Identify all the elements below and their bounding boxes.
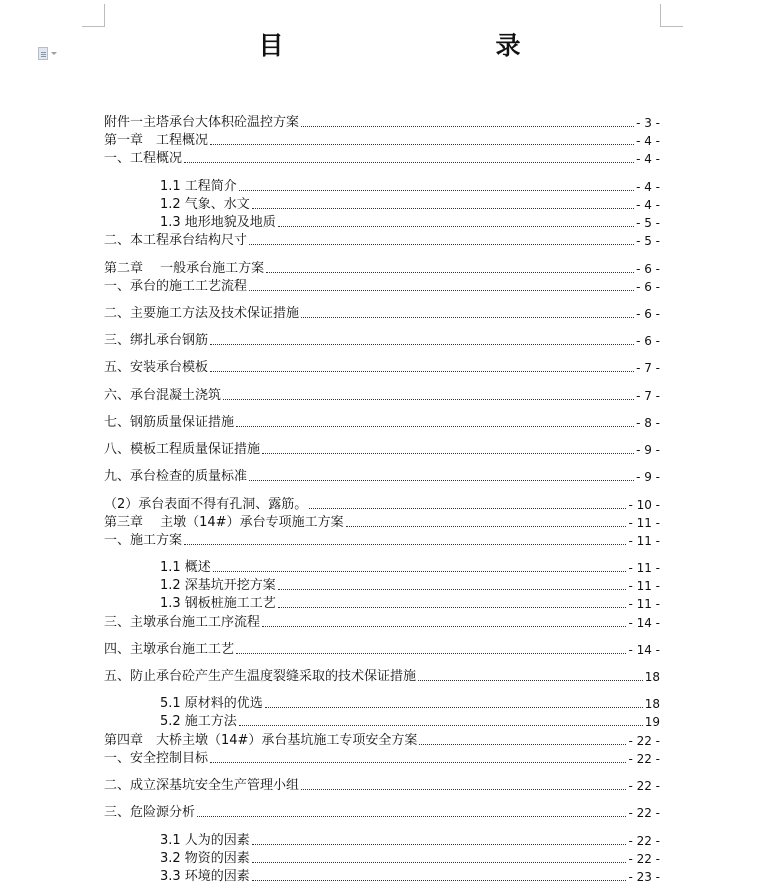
toc-page-number: - 7 - xyxy=(636,361,660,375)
toc-entry-text: 七、钢筋质量保证措施 xyxy=(104,415,235,430)
dot-leader xyxy=(252,207,634,209)
toc-entry-text: 第三章 主墩（14#）承台专项施工方案 xyxy=(104,515,344,530)
dot-leader xyxy=(213,570,627,572)
toc-page-number: - 9 - xyxy=(636,443,660,457)
toc-page-number: 18 xyxy=(644,670,660,684)
toc-entry[interactable] xyxy=(160,851,660,867)
toc-entry-text: 三、危险源分析 xyxy=(104,805,196,820)
dot-leader xyxy=(266,271,634,273)
toc-entry[interactable] xyxy=(104,279,660,295)
toc-page-number: - 7 - xyxy=(636,389,660,403)
toc-page-number: - 11 - xyxy=(628,579,660,593)
toc-page-number: - 22 - xyxy=(628,834,660,848)
dot-leader xyxy=(210,143,634,145)
toc-entry-text: 二、主要施工方法及技术保证措施 xyxy=(104,306,300,321)
toc-entry-text: 1.3 钢板桩施工工艺 xyxy=(160,596,276,611)
toc-entry[interactable] xyxy=(104,115,660,131)
toc-page-number: - 10 - xyxy=(628,498,660,512)
toc-entry-text: 1.2 气象、水文 xyxy=(160,197,250,212)
crop-mark-top-left xyxy=(82,4,105,27)
toc-entry-text: 一、安全控制目标 xyxy=(104,751,209,766)
toc-entry-text: 1.1 概述 xyxy=(160,560,211,575)
toc-page-number: - 11 - xyxy=(628,534,660,548)
toc-entry-text: 1.1 工程简介 xyxy=(160,179,237,194)
toc-entry-text: 六、承台混凝土浇筑 xyxy=(104,388,222,403)
toc-entry[interactable] xyxy=(104,415,660,431)
dot-leader xyxy=(249,289,634,291)
dot-leader xyxy=(197,815,626,817)
dot-leader xyxy=(252,843,627,845)
toc-page-number: 18 xyxy=(644,697,660,711)
dot-leader xyxy=(223,398,634,400)
dot-leader xyxy=(278,588,627,590)
toc-page-number: - 4 - xyxy=(636,152,660,166)
toc-entry-text: 3.2 物资的因素 xyxy=(160,851,250,866)
toc-page-number: - 5 - xyxy=(636,234,660,248)
toc-entry[interactable] xyxy=(160,560,660,576)
toc-page-number: - 6 - xyxy=(636,280,660,294)
toc-entry[interactable] xyxy=(104,306,660,322)
toc-entry-text: 五、防止承台砼产生产生温度裂缝采取的技术保证措施 xyxy=(104,669,417,684)
toc-page-number: - 22 - xyxy=(628,779,660,793)
toc-entry-text: 附件一主塔承台大体积砼温控方案 xyxy=(104,115,300,130)
dot-leader xyxy=(210,370,634,372)
dot-leader xyxy=(301,125,634,127)
dot-leader xyxy=(210,343,634,345)
toc-page-number: - 14 - xyxy=(628,643,660,657)
toc-entry[interactable] xyxy=(160,696,660,712)
toc-entry[interactable] xyxy=(104,333,660,349)
dot-leader xyxy=(418,679,643,681)
toc-page-number: - 9 - xyxy=(636,470,660,484)
toc-entry-text: 1.3 地形地貌及地质 xyxy=(160,215,276,230)
dot-leader xyxy=(278,225,634,227)
dot-leader xyxy=(419,743,626,745)
toc-entry[interactable] xyxy=(104,751,660,767)
toc-entry[interactable] xyxy=(104,469,660,485)
toc-entry-text: 5.2 施工方法 xyxy=(160,714,237,729)
dot-leader xyxy=(184,543,626,545)
dot-leader xyxy=(262,452,634,454)
toc-entry[interactable] xyxy=(104,133,660,149)
toc-entry-text: 3.3 环境的因素 xyxy=(160,869,250,884)
toc-entry[interactable] xyxy=(104,261,660,277)
toc-page-number: - 6 - xyxy=(636,307,660,321)
toc-entry-text: 三、主墩承台施工工序流程 xyxy=(104,615,261,630)
toc-page-number: - 22 - xyxy=(628,752,660,766)
toc-page-number: 19 xyxy=(644,715,660,729)
toc-entry[interactable] xyxy=(104,360,660,376)
toc-entry[interactable] xyxy=(104,533,660,549)
toc-entry-text: 二、本工程承台结构尺寸 xyxy=(104,233,248,248)
toc-entry[interactable] xyxy=(160,833,660,849)
dot-leader xyxy=(239,724,643,726)
toc-entry[interactable] xyxy=(104,388,660,404)
toc-entry-text: 九、承台检查的质量标准 xyxy=(104,469,248,484)
dot-leader xyxy=(301,788,626,790)
dot-leader xyxy=(236,425,634,427)
toc-entry-text: 1.2 深基坑开挖方案 xyxy=(160,578,276,593)
dot-leader xyxy=(210,761,626,763)
toc-entry[interactable] xyxy=(160,197,660,213)
toc-title: 目 录 xyxy=(258,31,575,60)
crop-mark-top-right xyxy=(660,4,683,27)
toc-entry-text: 5.1 原材料的优选 xyxy=(160,696,263,711)
toc-entry-text: 3.1 人为的因素 xyxy=(160,833,250,848)
toc-page-number: - 23 - xyxy=(628,870,660,884)
toc-page-number: - 8 - xyxy=(636,416,660,430)
dot-leader xyxy=(252,879,627,881)
toc-entry[interactable] xyxy=(104,669,660,685)
toc-entry[interactable] xyxy=(160,215,660,231)
toc-page-number: - 4 - xyxy=(636,134,660,148)
toc-entry-text: 第二章 一般承台施工方案 xyxy=(104,261,265,276)
toc-entry[interactable] xyxy=(104,442,660,458)
toc-page-number: - 11 - xyxy=(628,561,660,575)
toc-page-number: - 14 - xyxy=(628,616,660,630)
toc-page-number: - 4 - xyxy=(636,198,660,212)
toc-entry[interactable] xyxy=(104,497,660,513)
toc-entry-text: 一、承台的施工工艺流程 xyxy=(104,279,248,294)
toc-page-number: - 22 - xyxy=(628,852,660,866)
toc-entry[interactable] xyxy=(104,778,660,794)
toc-entry-text: 四、主墩承台施工工艺 xyxy=(104,642,235,657)
dot-leader xyxy=(249,479,634,481)
toc-entry-text: 第四章 大桥主墩（14#）承台基坑施工专项安全方案 xyxy=(104,733,418,748)
toc-entry-text: 一、工程概况 xyxy=(104,151,183,166)
toc-entry[interactable] xyxy=(104,733,660,749)
toc-entry-text: （2）承台表面不得有孔洞、露筋。 xyxy=(104,497,308,512)
dot-leader xyxy=(252,861,627,863)
toc-page-number: - 11 - xyxy=(628,516,660,530)
dot-leader xyxy=(249,243,634,245)
toc-entry-text: 第一章 工程概况 xyxy=(104,133,209,148)
toc-page-number: - 6 - xyxy=(636,334,660,348)
dot-leader xyxy=(301,316,634,318)
toc-page-number: - 3 - xyxy=(636,116,660,130)
toc-entry-text: 一、施工方案 xyxy=(104,533,183,548)
dot-leader xyxy=(265,706,643,708)
toc-entry[interactable] xyxy=(104,642,660,658)
toc-entry[interactable] xyxy=(104,151,660,167)
dot-leader xyxy=(262,625,626,627)
toc-entry[interactable] xyxy=(160,596,660,612)
toc-entry-text: 二、成立深基坑安全生产管理小组 xyxy=(104,778,300,793)
toc-entry[interactable] xyxy=(160,578,660,594)
toc-entry[interactable] xyxy=(104,805,660,821)
toc-entry-text: 五、安装承台模板 xyxy=(104,360,209,375)
toc-page-number: - 5 - xyxy=(636,216,660,230)
toc-entry[interactable] xyxy=(104,233,660,249)
dot-leader xyxy=(346,525,627,527)
toc-entry[interactable] xyxy=(104,515,660,531)
dot-leader xyxy=(239,189,634,191)
toc-page-number: - 22 - xyxy=(628,734,660,748)
toc-entry[interactable] xyxy=(160,179,660,195)
toc-page-number: - 22 - xyxy=(628,806,660,820)
toc-entry-text: 八、模板工程质量保证措施 xyxy=(104,442,261,457)
toc-entry[interactable] xyxy=(160,714,660,730)
dot-leader xyxy=(278,606,627,608)
dot-leader xyxy=(184,161,634,163)
toc-entry-text: 三、绑扎承台钢筋 xyxy=(104,333,209,348)
toc-page-number: - 6 - xyxy=(636,262,660,276)
toc-entry[interactable] xyxy=(104,615,660,631)
dot-leader xyxy=(309,507,626,509)
toc-page-number: - 4 - xyxy=(636,180,660,194)
dot-leader xyxy=(236,652,626,654)
toc-page-number: - 11 - xyxy=(628,597,660,611)
